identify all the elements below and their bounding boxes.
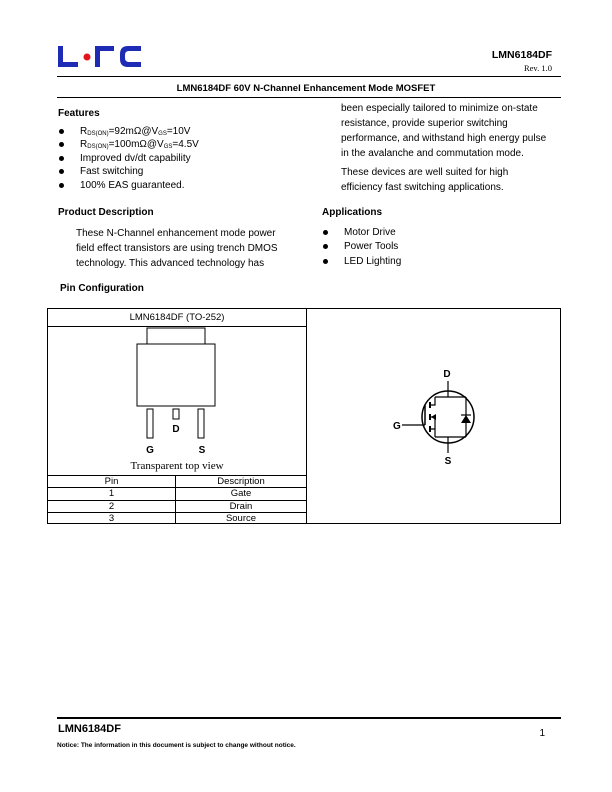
symbol-label-d: D (443, 369, 451, 380)
pin-table (48, 475, 306, 524)
symbol-label-s: S (444, 456, 452, 467)
pin-number: 1 (48, 488, 176, 500)
package-caption: Transparent top view (130, 460, 224, 472)
symbol-label-g: G (393, 421, 401, 432)
document-title: LMN6184DF 60V N-Channel Enhancement Mode MOSFET (176, 83, 436, 94)
description-column-header: Description (176, 476, 307, 488)
features-heading: Features (58, 108, 100, 119)
pin-column-header: Pin (48, 476, 176, 488)
title-divider (57, 97, 561, 98)
footer-notice: Notice: The information in this document is subject to change without notice. (57, 742, 296, 749)
pin-table-header (48, 476, 306, 488)
pin-number: 2 (48, 500, 176, 512)
feature-item: 100% EAS guaranteed. (58, 179, 308, 192)
package-pin-s: S (198, 445, 206, 456)
page-number: 1 (539, 728, 545, 739)
application-item: Power Tools (322, 240, 522, 254)
application-item: LED Lighting (322, 255, 522, 269)
mosfet-symbol (388, 367, 508, 467)
application-item: Motor Drive (322, 226, 522, 240)
pin-number: 3 (48, 512, 176, 524)
description-line: in the avalanche and commutation mode. (341, 148, 524, 159)
lfc-logo (57, 44, 143, 70)
product-description-text (76, 226, 316, 271)
description-suitability (341, 165, 566, 195)
description-line: been especially tailored to minimize on-state (341, 103, 538, 114)
package-title: LMN6184DF (TO-252) (48, 309, 306, 327)
feature-item: $R_{DS(ON)}=100m\Omega@V_{GS}=4.5V$ (58, 138, 308, 151)
pin-description: Gate (176, 488, 307, 500)
package-pin-d: D (172, 424, 180, 435)
header-part-number: LMN6184DF (491, 49, 552, 61)
description-line: field effect transistors are using trench DMOS (76, 243, 278, 254)
feature-item: Improved dv/dt capability (58, 152, 308, 165)
description-line: resistance, provide superior switching (341, 118, 508, 129)
pin-configuration-heading: Pin Configuration (60, 283, 144, 294)
to252-package-drawing (48, 326, 306, 462)
feature-item: $R_{DS(ON)}=92m\Omega@V_{GS}=10V$ (58, 125, 308, 138)
feature-item: Fast switching (58, 165, 308, 178)
product-description-heading: Product Description (58, 207, 154, 218)
pin-configuration-box (47, 308, 561, 524)
package-pin-g: G (146, 445, 154, 456)
pin-description: Drain (176, 500, 307, 512)
header-divider (57, 76, 561, 77)
description-line: These N-Channel enhancement mode power (76, 228, 276, 239)
applications-heading: Applications (322, 207, 383, 218)
header-revision: Rev. 1.0 (523, 63, 552, 73)
footer-divider (57, 717, 561, 719)
description-line: efficiency fast switching applications. (341, 182, 504, 193)
description-continued (341, 101, 566, 161)
footer-part-number: LMN6184DF (58, 723, 121, 735)
table-row (48, 500, 306, 512)
features-list (58, 125, 308, 192)
description-line: technology. This advanced technology has (76, 258, 265, 269)
table-row (48, 488, 306, 500)
table-row (48, 512, 306, 524)
package-panel (48, 309, 307, 523)
pin-description: Source (176, 512, 307, 524)
description-line: These devices are well suited for high (341, 167, 509, 178)
applications-list (322, 226, 522, 269)
description-line: performance, and withstand high energy pulse (341, 133, 547, 144)
